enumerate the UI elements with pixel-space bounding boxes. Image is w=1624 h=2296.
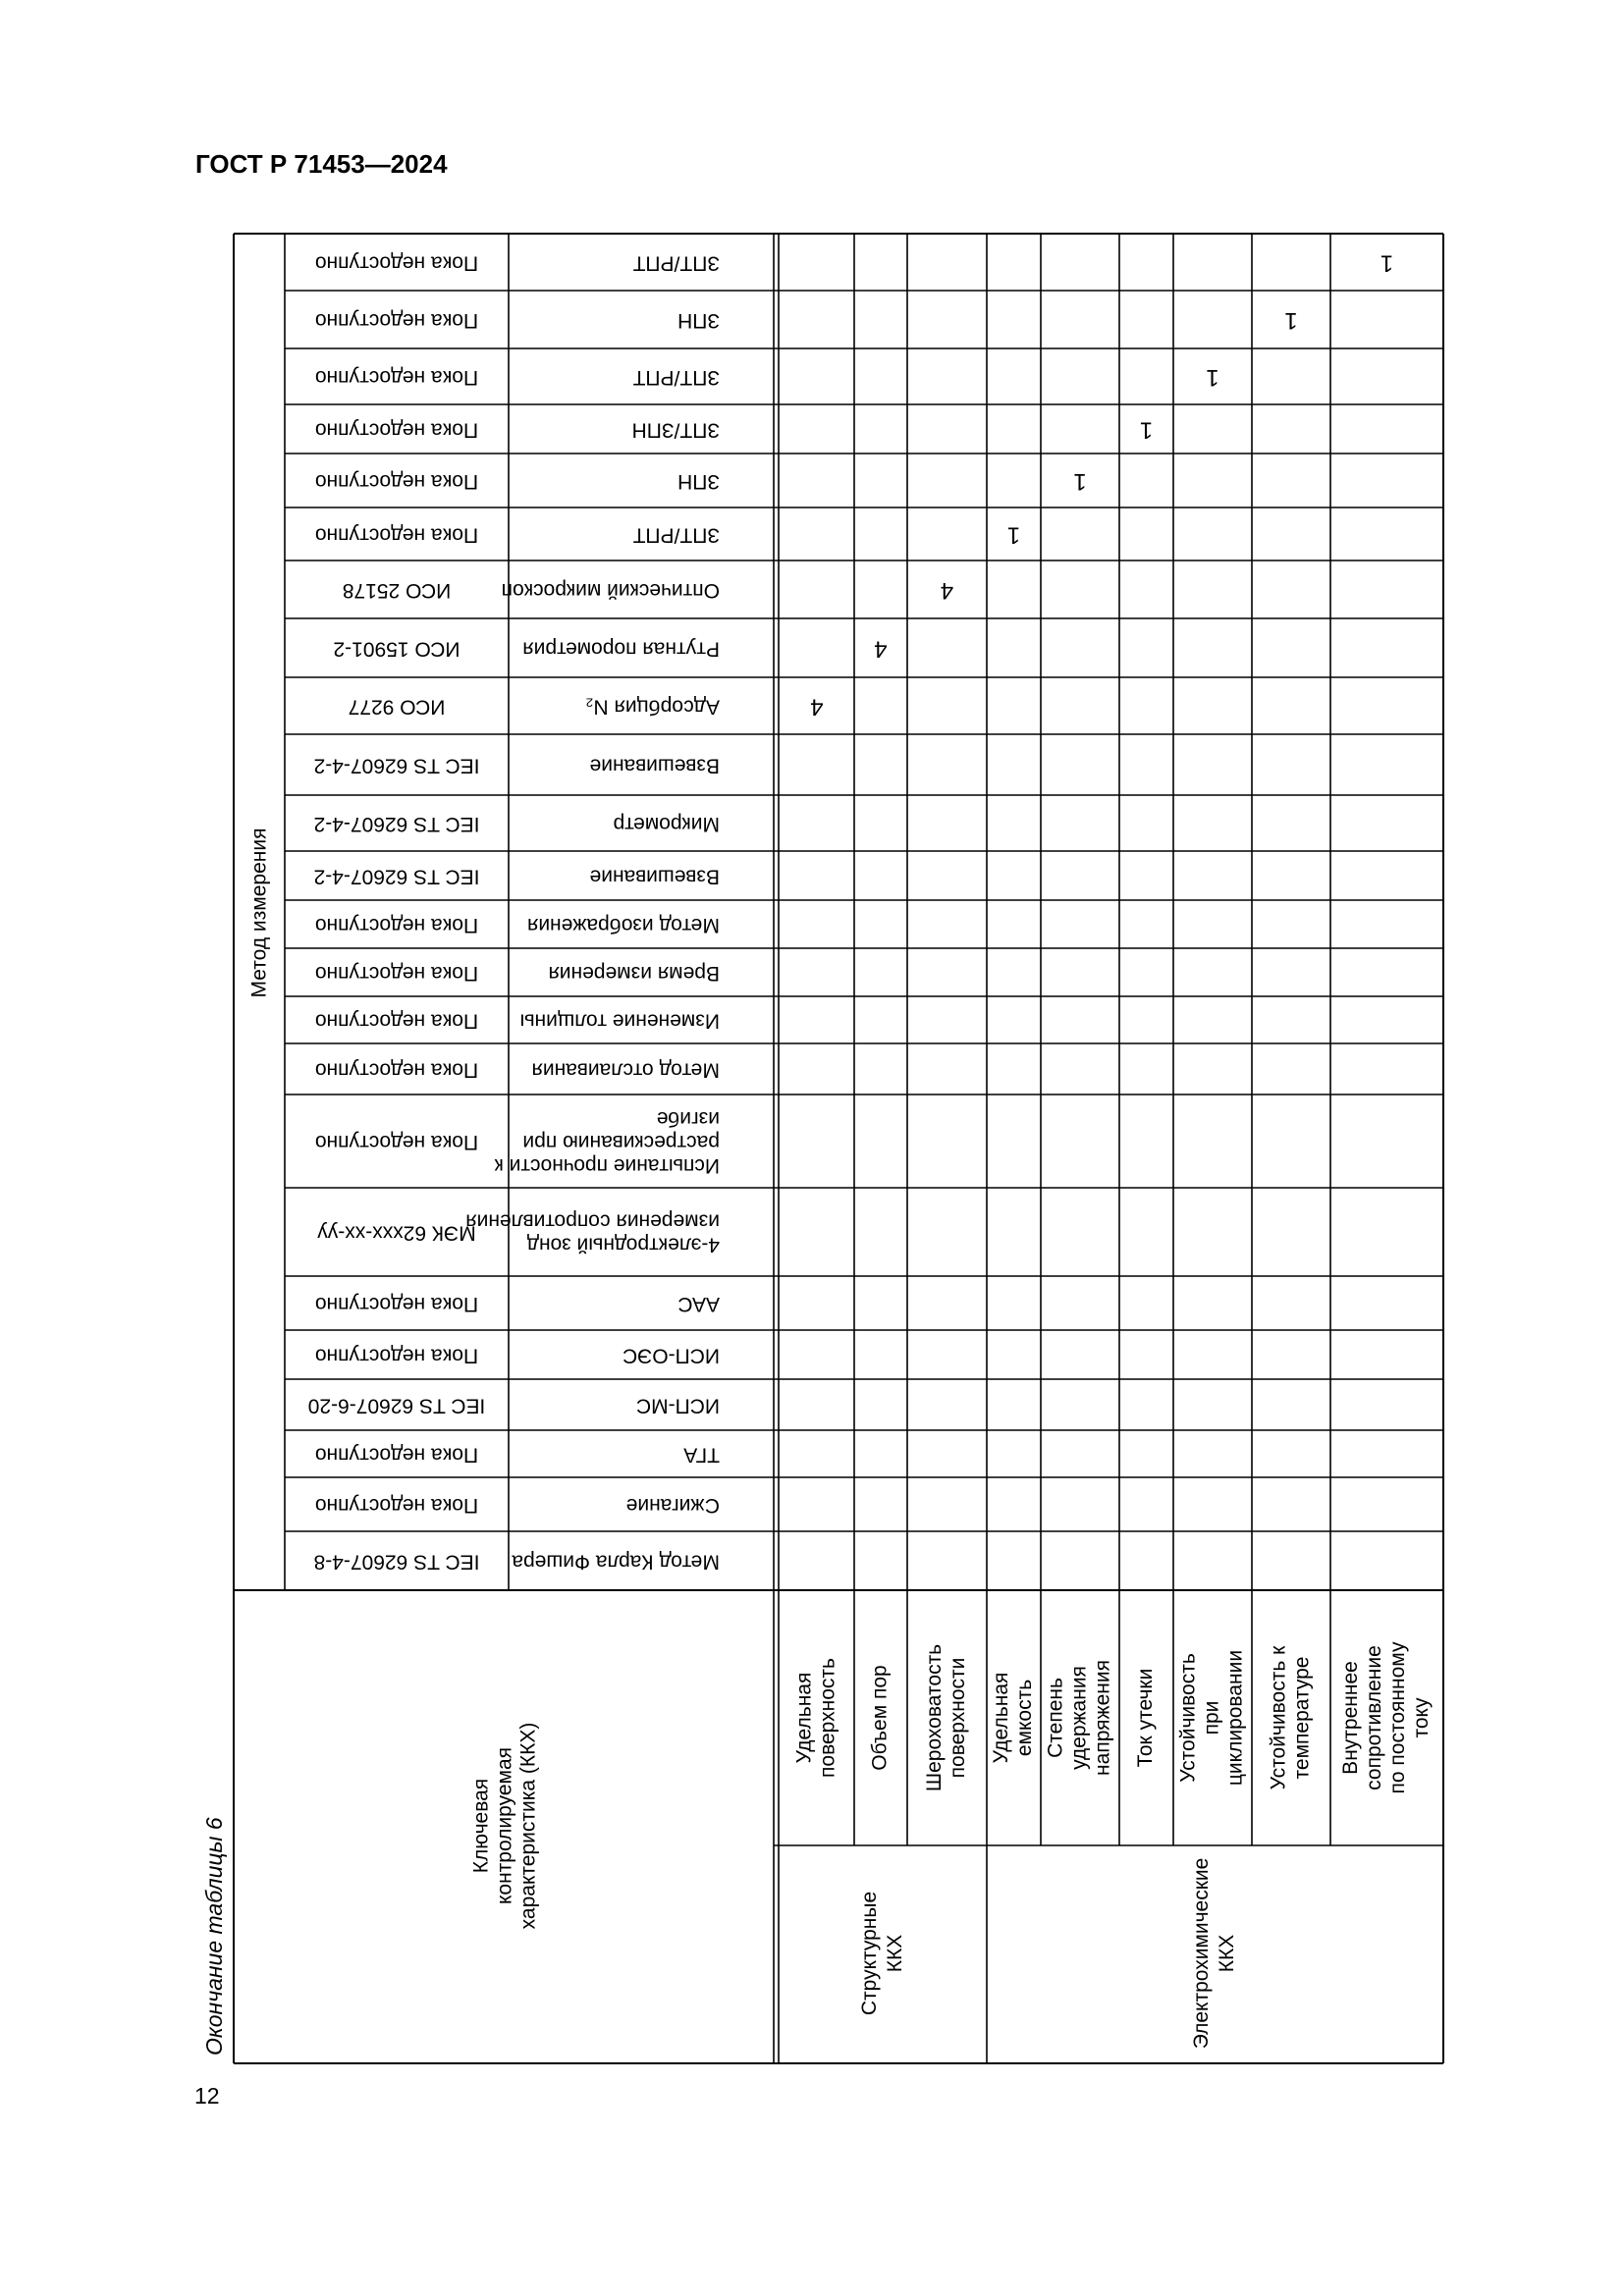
method-standard-5: Пока недоступно <box>314 1292 479 1315</box>
characteristic-3: Удельнаяемкость <box>990 1672 1037 1764</box>
method-name-15: Адсорбция N₂ <box>585 695 720 719</box>
applicability-mark-0: 4 <box>810 693 824 721</box>
method-name-9: Изменение толщины <box>519 1009 720 1033</box>
method-standard-22: Пока недоступно <box>314 308 479 332</box>
method-standard-8: Пока недоступно <box>314 1058 479 1082</box>
method-name-14: Взвешивание <box>589 754 720 777</box>
method-name-18: ЗПТ/РПТ <box>632 523 720 547</box>
document-standard-header: ГОСТ Р 71453—2024 <box>195 149 448 179</box>
applicability-mark-7: 1 <box>1284 307 1298 335</box>
method-standard-11: Пока недоступно <box>314 913 479 936</box>
method-measurement-header: Метод измерения <box>247 828 271 998</box>
method-standard-0: IEC TS 62607-4-8 <box>313 1550 480 1574</box>
method-standard-16: ИСО 15901-2 <box>333 637 460 661</box>
applicability-mark-3: 1 <box>1006 521 1021 549</box>
method-standard-9: Пока недоступно <box>314 1009 479 1033</box>
method-standard-13: IEC TS 62607-4-2 <box>313 812 480 835</box>
method-standard-10: Пока недоступно <box>314 961 479 985</box>
method-name-22: ЗПН <box>677 308 720 332</box>
method-standard-17: ИСО 25178 <box>342 578 452 602</box>
group-label-1: Электрохимические ККХ <box>1190 1857 1239 2050</box>
characteristic-5: Ток утечки <box>1134 1668 1158 1768</box>
method-standard-14: IEC TS 62607-4-2 <box>313 754 480 777</box>
applicability-mark-5: 1 <box>1139 416 1154 444</box>
method-name-8: Метод отслаивания <box>531 1058 720 1082</box>
method-name-11: Метод изображения <box>526 913 720 936</box>
method-name-20: ЗПТ/ЗПН <box>631 418 720 442</box>
method-name-6: 4-электродный зондизмерения сопротивления <box>465 1209 720 1256</box>
method-standard-19: Пока недоступно <box>314 469 479 493</box>
method-name-10: Время измерения <box>548 961 720 985</box>
applicability-mark-6: 1 <box>1206 364 1219 392</box>
method-name-5: ААС <box>677 1292 720 1315</box>
method-standard-23: Пока недоступно <box>314 251 479 275</box>
method-standard-18: Пока недоступно <box>314 523 479 547</box>
method-name-3: ИСП-МС <box>635 1394 720 1417</box>
characteristic-7: Устойчивость ктемпературе <box>1267 1645 1314 1790</box>
characteristic-0: Удельнаяповерхность <box>792 1658 839 1778</box>
method-name-17: Оптический микроскоп <box>501 578 720 602</box>
applicability-mark-2: 4 <box>940 577 954 605</box>
method-standard-20: Пока недоступно <box>314 418 479 442</box>
method-name-1: Сжигание <box>625 1493 720 1517</box>
method-name-23: ЗПТ/РПТ <box>632 251 720 275</box>
method-standard-12: IEC TS 62607-4-2 <box>313 865 480 888</box>
method-name-16: Ртутная порометрия <box>522 637 720 661</box>
method-standard-15: ИСО 9277 <box>348 695 446 719</box>
applicability-mark-4: 1 <box>1073 468 1087 496</box>
method-name-4: ИСП-ОЭС <box>623 1344 720 1367</box>
method-name-0: Метод Карла Фишера <box>512 1550 720 1574</box>
method-name-7: Испытание прочности крастрескиванию приизгибе <box>494 1106 720 1177</box>
table-content <box>248 250 1434 2050</box>
applicability-mark-8: 1 <box>1380 249 1394 277</box>
method-name-2: ТГА <box>683 1443 720 1467</box>
characteristic-4: Степеньудержаниянапряжения <box>1044 1660 1114 1776</box>
characteristic-8: Внутреннеесопротивлениепо постоянномутоку <box>1339 1641 1434 1794</box>
characteristic-6: Устойчивостьприциклировании <box>1176 1649 1247 1787</box>
characteristic-2: Шероховатостьповерхности <box>923 1643 970 1792</box>
kkh-header: Ключеваяконтролируемаяхарактеристика (ККХ) <box>469 1722 540 1930</box>
method-standard-21: Пока недоступно <box>314 365 479 389</box>
method-standard-6: МЭК 62xxx-xx-yy <box>317 1221 476 1245</box>
applicability-mark-1: 4 <box>874 635 888 663</box>
group-label-0: Структурные ККХ <box>858 1891 907 2016</box>
method-name-21: ЗПТ/РПТ <box>632 365 720 389</box>
characteristic-1: Объем пор <box>868 1665 892 1771</box>
method-name-19: ЗПН <box>677 469 720 493</box>
method-standard-7: Пока недоступно <box>314 1130 479 1153</box>
method-standard-1: Пока недоступно <box>314 1493 479 1517</box>
method-standard-3: IEC TS 62607-6-20 <box>307 1394 486 1417</box>
table-caption: Окончание таблицы 6 <box>201 1817 227 2056</box>
method-name-12: Взвешивание <box>589 865 720 888</box>
method-standard-2: Пока недоступно <box>314 1443 479 1467</box>
method-name-13: Микрометр <box>613 812 720 835</box>
page-number: 12 <box>194 2083 220 2109</box>
method-standard-4: Пока недоступно <box>314 1344 479 1367</box>
